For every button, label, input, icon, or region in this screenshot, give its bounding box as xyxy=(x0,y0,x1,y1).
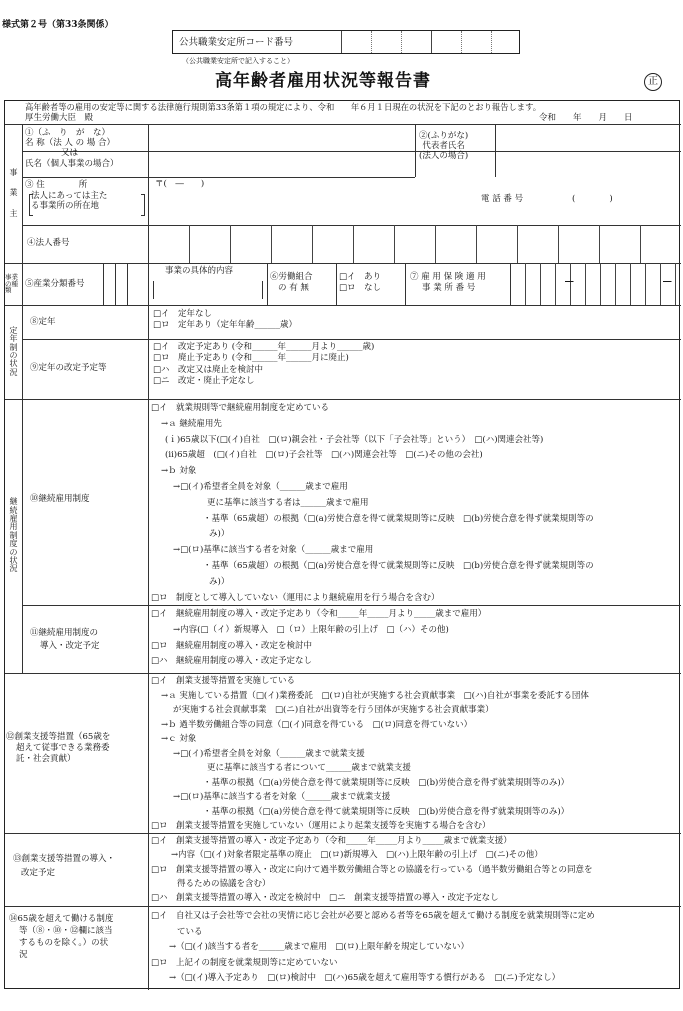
phone-field[interactable]: ( ) xyxy=(572,194,613,204)
industry-code-label: ⑤産業分類番号 xyxy=(25,279,85,289)
over65-label: ⑭65歳を超えて働ける制度 等（⑧・⑩・⑫欄に該当 するものを除く。）の状 況 xyxy=(9,914,114,960)
teinen-label: ⑧定年 xyxy=(30,317,56,327)
entrepreneur-support-options[interactable]: □イ 創業支援等措置を実施している →ａ 実施している措置（□(イ)業務委託 □(ロ)自社が実施する社会貢献事業 □(ハ)自社が事業を委託する団体 が実施する社会貢献事業 □(ニ)自社が出資等を行う団体が実施する社会貢献事業） →ｂ 過半数労働組合等の同意（□(イ)同意を得ている □(ロ)同意を得ていない） →ｃ 対象 →□(イ)希望者全員を対象（______歳まで就業支援 更に基準に該当する者について______歳まで就業支援 ・基準の根拠（□(a)労使合意を得て就業規則等に反映 □(b)労使合意を得ず就業規則等のみ)） →□(ロ)基準に該当する者を対象（______歳まで就業支援 ・基準の根拠（□(a)労使合意を得て就業規則等に反映 □(b)労使合意を得ず就業規則等のみ)） □ロ 創業支援等措置を実施していない（運用により起業支援等を実施する場合を含む） xyxy=(151,676,589,831)
office-note: （公共職業安定所で記入すること） xyxy=(182,57,294,65)
continued-employment-section-label: 継 続 雇 用 制 度 の 状 況 xyxy=(9,497,18,574)
insurance-number-label: ⑦ 雇 用 保 険 適 用 事 業 所 番 号 xyxy=(410,272,486,294)
continued-system-label: ⑩継続雇用制度 xyxy=(30,494,90,504)
teinen-options[interactable]: □イ 定年なし □ロ 定年あり（定年年齢______歳） xyxy=(153,309,298,331)
corp-number-cells[interactable] xyxy=(148,225,681,263)
report-date: 令和 年 月 日 xyxy=(539,113,633,123)
corp-number-label: ④法人番号 xyxy=(27,238,70,248)
teinen-revision-label: ⑨定年の改定予定等 xyxy=(30,363,107,373)
intro-text: 高年齢者等の雇用の安定等に関する法律施行規則第33条第１項の規定により、令和 年６月１日現在の状況を下記のとおり報告します。 xyxy=(25,102,542,112)
office-code-box[interactable] xyxy=(172,30,520,54)
address-label: ③ 住 所 法人にあっては主た る事業所の所在地 xyxy=(25,180,108,212)
form-number: 様式第２号（第33条関係） xyxy=(2,20,114,30)
teinen-revision-options[interactable]: □イ 改定予定あり (令和______年______月より______歳) □ロ 廃止予定あり (令和______年______月に廃止) □ハ 改定又は廃止を検討中 □ニ 改定・廃止予定なし xyxy=(153,342,375,387)
retirement-section-label: 定 年 制 の 状 況 xyxy=(9,325,18,377)
business-type-section-label: 事業の種類 xyxy=(5,272,18,295)
insurance-number-cells[interactable]: ― ― xyxy=(510,263,681,305)
report-form xyxy=(4,100,680,989)
continued-plan-options[interactable]: □イ 継続雇用制度の導入・改定予定あり（令和_____年_____月より_____歳まで雇用） →内容(□（イ）新規導入 □（ロ）上限年齢の引上げ □（ハ）その他) □ロ 継続雇用制度の導入・改定を検討中 □ハ 継続雇用制度の導入・改定予定なし xyxy=(151,609,487,667)
page-title: 高年齢者雇用状況等報告書 xyxy=(215,71,431,91)
business-detail-label: 事業の具体的内容 xyxy=(165,266,234,276)
stamp-mark: 正 xyxy=(644,73,662,91)
business-detail-field[interactable] xyxy=(153,281,263,299)
addressee: 厚生労働大臣 殿 xyxy=(25,113,94,123)
over65-options[interactable]: □イ 自社又は子会社等で会社の実情に応じ会社が必要と認める者等を65歳を超えて働ける制度を就業規則等に定め ている →（□(イ)該当する者を______歳まで雇用 □(ロ)上限年齢を規定していない） □ロ 上記イの制度を就業規則等に定めていない →（□(イ)導入予定あり □(ロ)検討中 □(ハ)65歳を超えて雇用等する慣行がある □(ニ)予定なし） xyxy=(151,911,595,983)
union-label: ⑥労働組合 の 有 無 xyxy=(270,272,313,294)
continued-plan-label: ⑪継続雇用制度の 導入・改定予定 xyxy=(30,628,100,651)
postal-code-field[interactable]: 〒( ― ) xyxy=(155,179,205,189)
company-name-label: ①（ふ り が な） 名 称（法 人 の 場 合） 又は 氏名（個人事業の場合） xyxy=(25,128,119,169)
entrepreneur-plan-label: ⑬創業支援等措置の導入・ 改定予定 xyxy=(13,854,116,878)
phone-label: 電 話 番 号 xyxy=(481,194,524,204)
continued-system-options[interactable]: □イ 就業規則等で継続雇用制度を定めている →ａ 継続雇用先 (ｉ)65歳以下(□(イ)自社 □(ロ)親会社・子会社等（以下「子会社等」という） □(ハ)関連会社等) (ⅱ)65歳超 (□(イ)自社 □(ロ)子会社等 □(ハ)関連会社等 □(ニ)その他の会社) →ｂ 対象 →□(イ)希望者全員を対象（______歳まで雇用 更に基準に該当する者は______歳まで雇用 ・基準（65歳超）の根拠（□(a)労使合意を得て就業規則等に反映 □(b)労使合意を得ず就業規則等の み)） →□(ロ)基準に該当する者を対象（______歳まで雇用 ・基準（65歳超）の根拠（□(a)労使合意を得て就業規則等に反映 □(b)労使合意を得ず就業規則等の み)） □ロ 制度として導入していない（運用により継続雇用を行う場合を含む） xyxy=(151,403,594,603)
union-options[interactable]: □イ あり □ロ なし xyxy=(339,272,382,294)
entrepreneur-support-label: ⑫創業支援等措置（65歳を 超えて従事できる業務委 託・社会貢献） xyxy=(6,732,111,765)
representative-label: ②(ふりがな) 代表者氏名 (法人の場合) xyxy=(419,131,469,162)
employer-section-label: 事 業 主 xyxy=(9,167,18,218)
office-code-label: 公共職業安定所コード番号 xyxy=(179,37,294,48)
entrepreneur-plan-options[interactable]: □イ 創業支援等措置の導入・改定予定あり（令和_____年_____月より_____歳まで就業支援） →内容（□(イ)対象者限定基準の廃止 □(ロ)新規導入 □(ハ)上限年齢の引上げ □(ニ)その他） □ロ 創業支援等措置の導入・改定に向けて過半数労働組合等との協議を行っている（過半数労働組合等との同意を 得るための協議を含む） □ハ 創業支援等措置の導入・改定を検討中 □ニ 創業支援等措置の導入・改定予定なし xyxy=(151,836,593,904)
